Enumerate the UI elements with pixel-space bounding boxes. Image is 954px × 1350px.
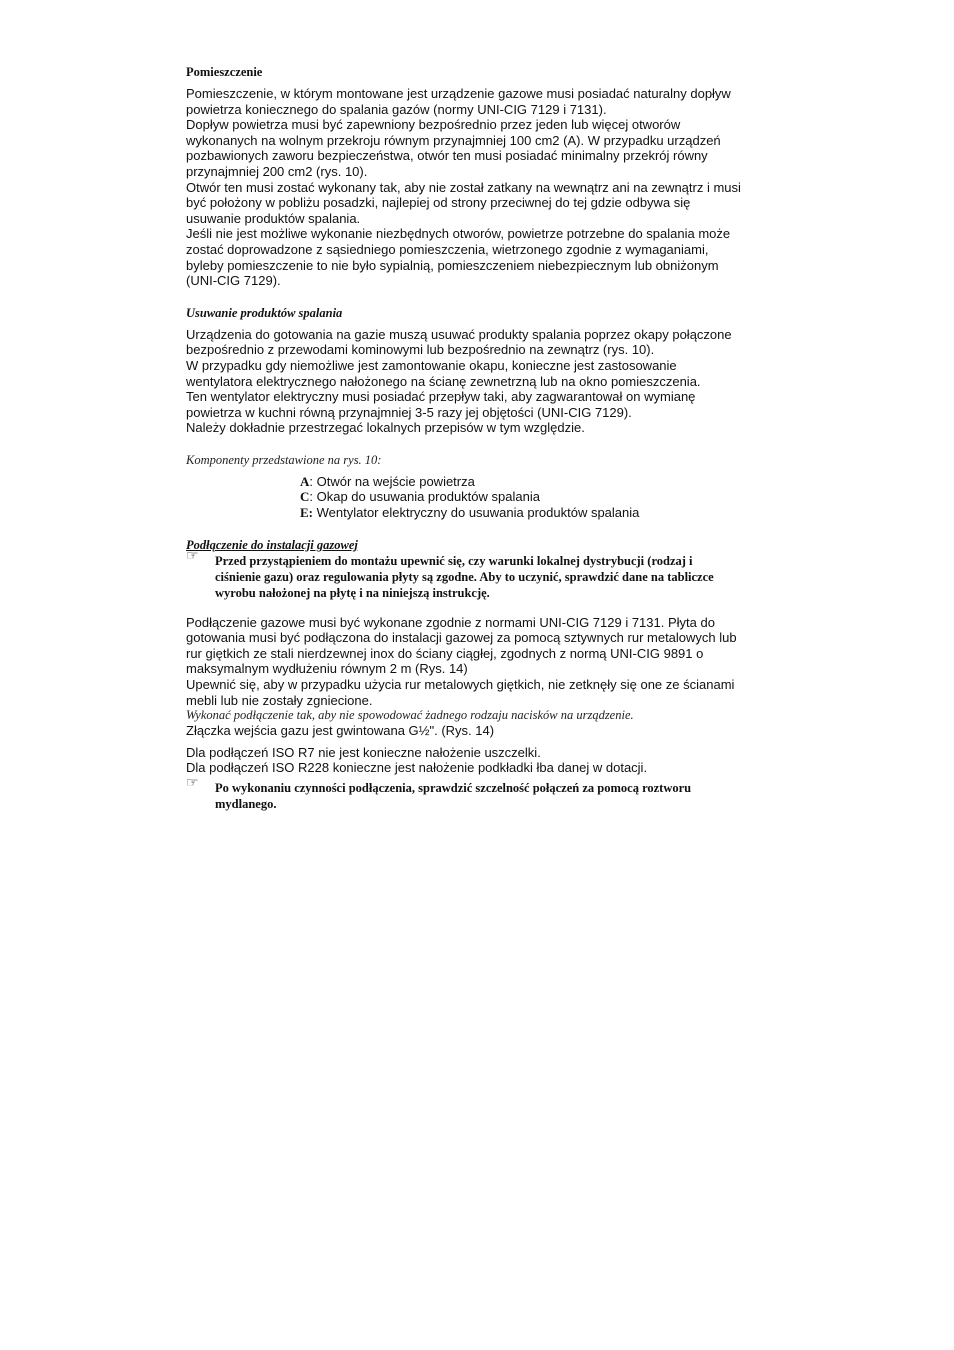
note-leak-check bbox=[186, 776, 786, 812]
document-page bbox=[186, 64, 786, 812]
note-text bbox=[215, 553, 714, 601]
text-line: powietrza w kuchni równą przynajmniej 3-5 razy jej objętości (UNI-CIG 7129). bbox=[186, 404, 632, 420]
text-line: Dopływ powietrza musi być zapewniony bezpośrednio przez jeden lub więcej otworów bbox=[186, 117, 681, 133]
note-warning bbox=[186, 548, 786, 601]
text-line: ciśnienie gazu) oraz regulowania płyty są zgodne. Aby to uczynić, sprawdzić dane na tabliczce bbox=[215, 569, 714, 584]
section-heading-gas-connection: Podłączenie do instalacji gazowej bbox=[186, 537, 358, 552]
text-line: Otwór ten musi zostać wykonany tak, aby nie został zatkany na wewnątrz ani na zewnątrz i musi bbox=[186, 179, 741, 195]
text-line: wykonanych na wolnym przekroju równym przynajmniej 100 cm2 (A). W przypadku urządzeń bbox=[186, 132, 721, 148]
component-text: Otwór na wejście powietrza bbox=[313, 473, 475, 489]
list-item bbox=[300, 474, 786, 490]
text-line: Przed przystąpieniem do montażu upewnić się, czy warunki lokalnej dystrybucji (rodzaj i bbox=[215, 553, 693, 568]
text-line: wyrobu nałożonej na płytę i na niniejszą instrukcję. bbox=[215, 585, 490, 600]
text-line: przynajmniej 200 cm2 (rys. 10). bbox=[186, 163, 368, 179]
section-body-gas-connection bbox=[186, 615, 786, 709]
text-line: wentylatora elektrycznego nałożonego na ścianę zewnetrzną lub na okno pomieszczenia. bbox=[186, 373, 701, 389]
components-caption: Komponenty przedstawione na rys. 10: bbox=[186, 452, 382, 467]
text-line: Ten wentylator elektryczny musi posiadać przepływ taki, aby zagwarantował on wymianę bbox=[186, 389, 696, 405]
text-line: (UNI-CIG 7129). bbox=[186, 273, 281, 289]
list-item bbox=[300, 505, 786, 521]
text-line: byleby pomieszczenie to nie było sypialnią, pomieszczeniem niebezpiecznym lub obniżonym bbox=[186, 257, 719, 273]
text-line: W przypadku gdy niemożliwe jest zamontowanie okapu, konieczne jest zastosowanie bbox=[186, 357, 677, 373]
text-line: powietrza koniecznego do spalania gazów (normy UNI-CIG 7129 i 7131). bbox=[186, 101, 607, 117]
text-line: gotowania musi być podłączona do instalacji gazowej za pomocą sztywnych rur metalowych lub bbox=[186, 630, 737, 646]
pointing-hand-icon: ☞ bbox=[186, 548, 199, 564]
component-sep: : bbox=[309, 473, 314, 489]
section-body-exhaust bbox=[186, 327, 786, 436]
text-line: Po wykonaniu czynności podłączenia, sprawdzić szczelność połączeń za pomocą roztworu bbox=[215, 781, 692, 795]
text-line: bezpośrednio z przewodami kominowymi lub bezpośrednio na zewnątrz (rys. 10). bbox=[186, 342, 655, 358]
thread-info: Złączka wejścia gazu jest gwintowana G½". (Rys. 14) bbox=[186, 723, 495, 739]
text-line: być położony w pobliżu posadzki, najlepiej od strony przeciwnej do tej gdzie odbywa się bbox=[186, 195, 691, 211]
text-line: Dla podłączeń ISO R7 nie jest konieczne nałożenie uszczelki. bbox=[186, 744, 541, 760]
text-line: Podłączenie gazowe musi być wykonane zgodnie z normami UNI-CIG 7129 i 7131. Płyta do bbox=[186, 614, 715, 630]
text-line: Dla podłączeń ISO R228 konieczne jest nałożenie podkładki łba danej w dotacji. bbox=[186, 760, 648, 776]
italic-instruction: Wykonać podłączenie tak, aby nie spowodować żadnego rodzaju nacisków na urządzenie. bbox=[186, 708, 634, 723]
text-line: mydlanego. bbox=[215, 797, 277, 811]
section-heading-exhaust: Usuwanie produktów spalania bbox=[186, 305, 343, 320]
text-line: Upewnić się, aby w przypadku użycia rur metalowych giętkich, nie zetknęły się one ze ścianami bbox=[186, 677, 735, 693]
component-key: A bbox=[300, 473, 310, 489]
section-body-room bbox=[186, 86, 786, 289]
text-line: mebli lub nie zostały zgniecione. bbox=[186, 692, 373, 708]
text-line: rur giętkich ze stali nierdzewnej inox do ściany ciągłej, zgodnych z normą UNI-CIG 9891 o bbox=[186, 645, 704, 661]
pointing-hand-icon: ☞ bbox=[186, 776, 199, 791]
text-line: Pomieszczenie, w którym montowane jest urządzenie gazowe musi posiadać naturalny dopływ bbox=[186, 86, 731, 101]
component-key: C bbox=[300, 489, 310, 505]
section-heading-room: Pomieszczenie bbox=[186, 65, 263, 79]
component-text: Wentylator elektryczny do usuwania produktów spalania bbox=[313, 505, 640, 521]
component-text: Okap do usuwania produktów spalania bbox=[313, 489, 540, 505]
text-line: Należy dokładnie przestrzegać lokalnych przepisów w tym względzie. bbox=[186, 420, 585, 436]
list-item bbox=[300, 489, 786, 505]
components-list bbox=[186, 474, 786, 521]
text-line: Urządzenia do gotowania na gazie muszą usuwać produkty spalania poprzez okapy połączone bbox=[186, 326, 732, 342]
component-sep: : bbox=[309, 489, 314, 505]
note-text bbox=[215, 780, 691, 812]
section-body-seals bbox=[186, 745, 786, 776]
text-line: usuwanie produktów spalania. bbox=[186, 210, 361, 226]
text-line: Jeśli nie jest możliwe wykonanie niezbędnych otworów, powietrze potrzebne do spalania może bbox=[186, 226, 731, 242]
component-key: E: bbox=[300, 505, 313, 521]
text-line: maksymalnym wydłużeniu równym 2 m (Rys. 14) bbox=[186, 661, 468, 677]
text-line: pozbawionych zaworu bezpieczeństwa, otwór ten musi posiadać minimalny przekrój równy bbox=[186, 148, 708, 164]
text-line: zostać doprowadzone z sąsiedniego pomieszczenia, wietrzonego zgodnie z wymaganiami, bbox=[186, 241, 709, 257]
